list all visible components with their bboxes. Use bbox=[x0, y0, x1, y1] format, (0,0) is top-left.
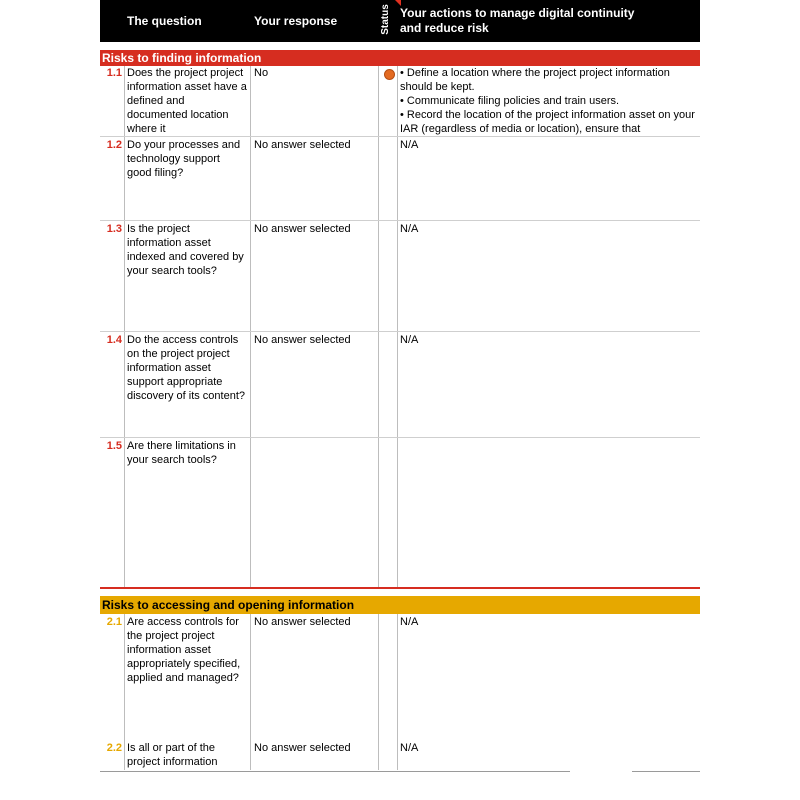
page-edge-line bbox=[632, 771, 700, 772]
row-number: 1.1 bbox=[106, 67, 122, 79]
row-number: 1.2 bbox=[106, 139, 122, 151]
header-status-label: Status bbox=[379, 4, 391, 35]
table-row[interactable] bbox=[100, 331, 700, 438]
row-number: 2.2 bbox=[106, 742, 122, 754]
row-number: 2.1 bbox=[106, 616, 122, 628]
actions-text: N/A bbox=[400, 139, 419, 151]
row-number: 1.5 bbox=[106, 440, 122, 452]
question-text: Are access controls for the project project information asset appropriately specified, applied and managed? bbox=[127, 616, 241, 684]
response-select[interactable]: No bbox=[254, 67, 269, 79]
actions-text: N/A bbox=[400, 616, 419, 628]
table-row[interactable] bbox=[100, 740, 700, 770]
response-select[interactable]: No answer selected bbox=[254, 616, 351, 628]
section-divider bbox=[100, 587, 700, 589]
section-title-finding: Risks to finding information bbox=[100, 50, 700, 66]
question-text: Is all or part of the project information bbox=[127, 742, 218, 768]
actions-text: • Define a location where the project project information should be kept. • Communicate filing policies and train users. • Record the location of the project information asset on your IAR (regardless of media or location), ensure that bbox=[400, 67, 695, 135]
risk-assessment-sheet bbox=[100, 0, 700, 772]
response-select[interactable]: No answer selected bbox=[254, 139, 351, 151]
response-select[interactable]: No answer selected bbox=[254, 223, 351, 235]
actions-text: N/A bbox=[400, 334, 419, 346]
question-text: Do your processes and technology support good filing? bbox=[127, 139, 241, 179]
table-row[interactable] bbox=[100, 66, 700, 137]
question-text: Are there limitations in your search tools? bbox=[127, 440, 236, 466]
table-header bbox=[100, 0, 700, 42]
row-number: 1.3 bbox=[106, 223, 122, 235]
response-select[interactable]: No answer selected bbox=[254, 334, 351, 346]
header-actions: Your actions to manage digital continuity and reduce risk bbox=[400, 6, 635, 35]
header-status bbox=[379, 2, 400, 40]
header-response: Your response bbox=[254, 14, 338, 28]
response-select[interactable]: No answer selected bbox=[254, 742, 351, 754]
question-text: Do the access controls on the project project information asset support appropriate discovery of its content? bbox=[127, 334, 246, 402]
actions-text: N/A bbox=[400, 742, 419, 754]
table-row[interactable] bbox=[100, 437, 700, 587]
row-number: 1.4 bbox=[106, 334, 122, 346]
header-question: The question bbox=[127, 14, 202, 28]
status-dot-icon bbox=[384, 69, 395, 80]
actions-text: N/A bbox=[400, 223, 419, 235]
table-row[interactable] bbox=[100, 136, 700, 221]
table-row[interactable] bbox=[100, 220, 700, 332]
section-title-accessing: Risks to accessing and opening information bbox=[100, 596, 700, 614]
page-edge-line bbox=[100, 771, 570, 772]
question-text: Is the project information asset indexed and covered by your search tools? bbox=[127, 223, 244, 277]
table-row[interactable] bbox=[100, 614, 700, 740]
question-text: Does the project project information asset have a defined and documented location where it bbox=[127, 67, 247, 135]
